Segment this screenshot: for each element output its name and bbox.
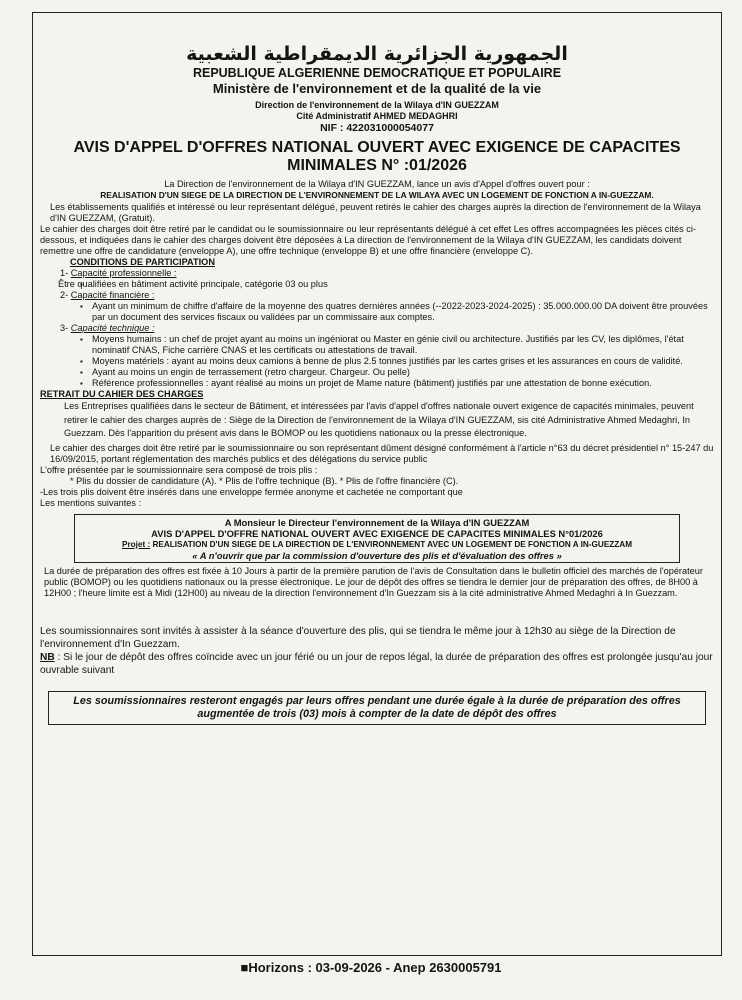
ministry-title: Ministère de l'environnement et de la qualité de la vie bbox=[212, 81, 542, 96]
notice-content bbox=[40, 14, 714, 725]
enveloppe-note: -Les trois plis doivent être insérés dans une enveloppe fermée anonyme et cachetée ne comportant que bbox=[40, 486, 463, 497]
retrait-paragraph-2: Le cahier des charges doit être retiré par le soumissionnaire ou son représentant dûment désigné conformément à l'article n°63 du décret présidentiel n° 15-247 du 16/09/2015, portant réglementation des marchés publics et des délégations du service public bbox=[50, 442, 714, 464]
capacity-technical: 3- Capacité technique : bbox=[60, 323, 155, 333]
envelope-avis: AVIS D'APPEL D'OFFRE NATIONAL OUVERT AVEC EXIGENCE DE CAPACITES MINIMALES N°01/2026 bbox=[151, 527, 603, 539]
arabic-header: الجمهورية الجزائرية الديمقراطية الشعبية bbox=[186, 43, 568, 65]
capacity-professional: 1- Capacité professionnelle : bbox=[60, 268, 177, 278]
technical-item: ▪ Référence professionnelles : ayant réalisé au moins un projet de Mame nature (bâtiment) justifiés par une attestation de bonne exécution. bbox=[40, 378, 714, 389]
conditions-heading: CONDITIONS DE PARTICIPATION bbox=[70, 257, 215, 267]
duree-paragraph: La durée de préparation des offres est fixée à 10 Jours à partir de la première parution de l'avis de Consultation dans le bulletin officiel des marchés de l'opérateur public (BOMOP) ou les quotidiens nationaux ou la presse électronique. Le jour de dépôt des offres se tiendra le dernier jour de préparation des offres, de 8H00 à 12H00 ; l'heure limite est à Midi (12H00) au niveau de la direction l'environnement d'In Guezzam sis à la cité administrative Ahmed Medaghri à In Guezzam. bbox=[44, 565, 703, 598]
technical-item: ▪ Ayant au moins un engin de terrassement (retro chargeur. Chargeur. Ou pelle) bbox=[40, 367, 714, 378]
plis-intro: L'offre présentée par le soumissionnaire sera composé de trois plis : bbox=[40, 464, 318, 475]
ouverture-paragraph: Les soumissionnaires sont invités à assister à la séance d'ouverture des plis, qui se tiendra le même jour à 12h30 au siège de la Direction de l'environnement d'In Guezzam. bbox=[40, 625, 676, 650]
envelope-warning: « A n'ouvrir que par la commission d'ouverture des plis et d'évaluation des offres » bbox=[192, 549, 562, 561]
engagement-box: Les soumissionnaires resteront engagés par leurs offres pendant une durée égale à la durée de préparation des offres augmentée de trois (03) mois à compter de la date de dépôt des offres bbox=[48, 691, 706, 725]
envelope-mentions-box bbox=[74, 514, 680, 563]
republic-title: REPUBLIQUE ALGERIENNE DEMOCRATIQUE ET POPULAIRE bbox=[192, 66, 562, 80]
retrait-heading: RETRAIT DU CAHIER DES CHARGES bbox=[40, 389, 204, 399]
cite-line: Cité Administratif AHMED MEDAGHRI bbox=[296, 111, 458, 121]
mentions-label: Les mentions suivantes : bbox=[40, 497, 142, 508]
intro-line: La Direction de l'environnement de la Wilaya d'IN GUEZZAM, lance un avis d'Appel d'offres ouvert pour : bbox=[164, 179, 590, 189]
financial-item: ▪ Ayant un minimum de chiffre d'affaire de la moyenne des quatres dernières années (--2022-2023-2024-2025) : 35.000.000.00 DA doivent être prouvées par un document des services fiscaux ou validées par un commissaire aux comptes. bbox=[40, 301, 714, 323]
technical-item: ▪ Moyens matériels : ayant au moins deux camions à benne de plus 2.5 tonnes justifiés par les cartes grises et les assurances en cours de validité. bbox=[40, 356, 714, 367]
intro-paragraph: Les établissements qualifiés et intéressé ou leur représentant délégué, peuvent retirés le cahier des charges auprès la direction de l'environnement de la Wilaya d'IN GUEZZAM, (Gratuit). bbox=[50, 202, 701, 223]
capacity-financial: 2- Capacité financière : bbox=[60, 290, 155, 300]
direction-line: Direction de l'environnement de la Wilaya d'IN GUEZZAM bbox=[255, 100, 499, 110]
technical-item: ▪ Moyens humains : un chef de projet ayant au moins un ingéniorat ou Master en génie civil ou architecture. Justifiés par les CV, les diplômes, l'état nominatif CNAS, Fiche carrière CNAS et les certificats ou attestations de travail. bbox=[40, 334, 714, 356]
plis-list: * Plis du dossier de candidature (A). * Plis de l'offre technique (B). * Plis de l'offre financière (C). bbox=[70, 475, 459, 486]
envelope-projet: Projet : REALISATION D'UN SIEGE DE LA DIRECTION DE L'ENVIRONNEMENT AVEC UN LOGEMENT DE FONCTION A IN-GUEZZAM bbox=[121, 539, 633, 549]
professional-item: ▪ Être qualifiées en bâtiment activité principale, catégorie 03 ou plus bbox=[40, 279, 714, 290]
notice-title: AVIS D'APPEL D'OFFRES NATIONAL OUVERT AVEC EXIGENCE DE CAPACITES MINIMALES N° :01/2026 bbox=[73, 139, 681, 174]
intro-paragraph-2: Le cahier des charges doit être retiré par le candidat ou le soumissionnaire ou leur représentants délégué à cet effet Les offres accompagnées les pièces cités ci-dessous, et indiquées dans le cahier des charges doivent être déposées à La direction de l'environnement de la Wilaya d'IN GUEZZAM, les candidats doivent remettre une offre de candidature (enveloppe A), une offre technique (enveloppe B) et une offre financière (enveloppe C). bbox=[40, 224, 696, 256]
retrait-paragraph: Les Entreprises qualifiées dans le secteur de Bâtiment, et intéressées par l'avis d'appel d'offres nationale ouvert exigence de capacités minimales, peuvent retirer le cahier des charges auprès de : Siège de la Direction de l'environnement de la Wilaya d'IN GUEZZAM, sis cité Administrative Ahmed Medaghri, In Guezzam. Dès l'apparition du présent avis dans le BOMOP ou les quotidiens nationaux ou la presse électronique. bbox=[64, 401, 694, 438]
envelope-recipient: A Monsieur le Directeur l'environnement de la Wilaya d'IN GUEZZAM bbox=[224, 516, 530, 528]
project-title: REALISATION D'UN SIEGE DE LA DIRECTION DE L'ENVIRONNEMENT DE LA WILAYA AVEC UN LOGEMENT DE FONCTION A IN-GUEZZAM. bbox=[100, 190, 654, 200]
nb-paragraph: NB : Si le jour de dépôt des offres coïncide avec un jour férié ou un jour de repos légal, la durée de préparation des offres est prolongée jusqu'au jour ouvrable suivant bbox=[40, 651, 713, 676]
footer-publication: ■Horizons : 03-09-2026 - Anep 2630005791 bbox=[240, 960, 502, 975]
nif-line: NIF : 422031000054077 bbox=[320, 122, 434, 134]
